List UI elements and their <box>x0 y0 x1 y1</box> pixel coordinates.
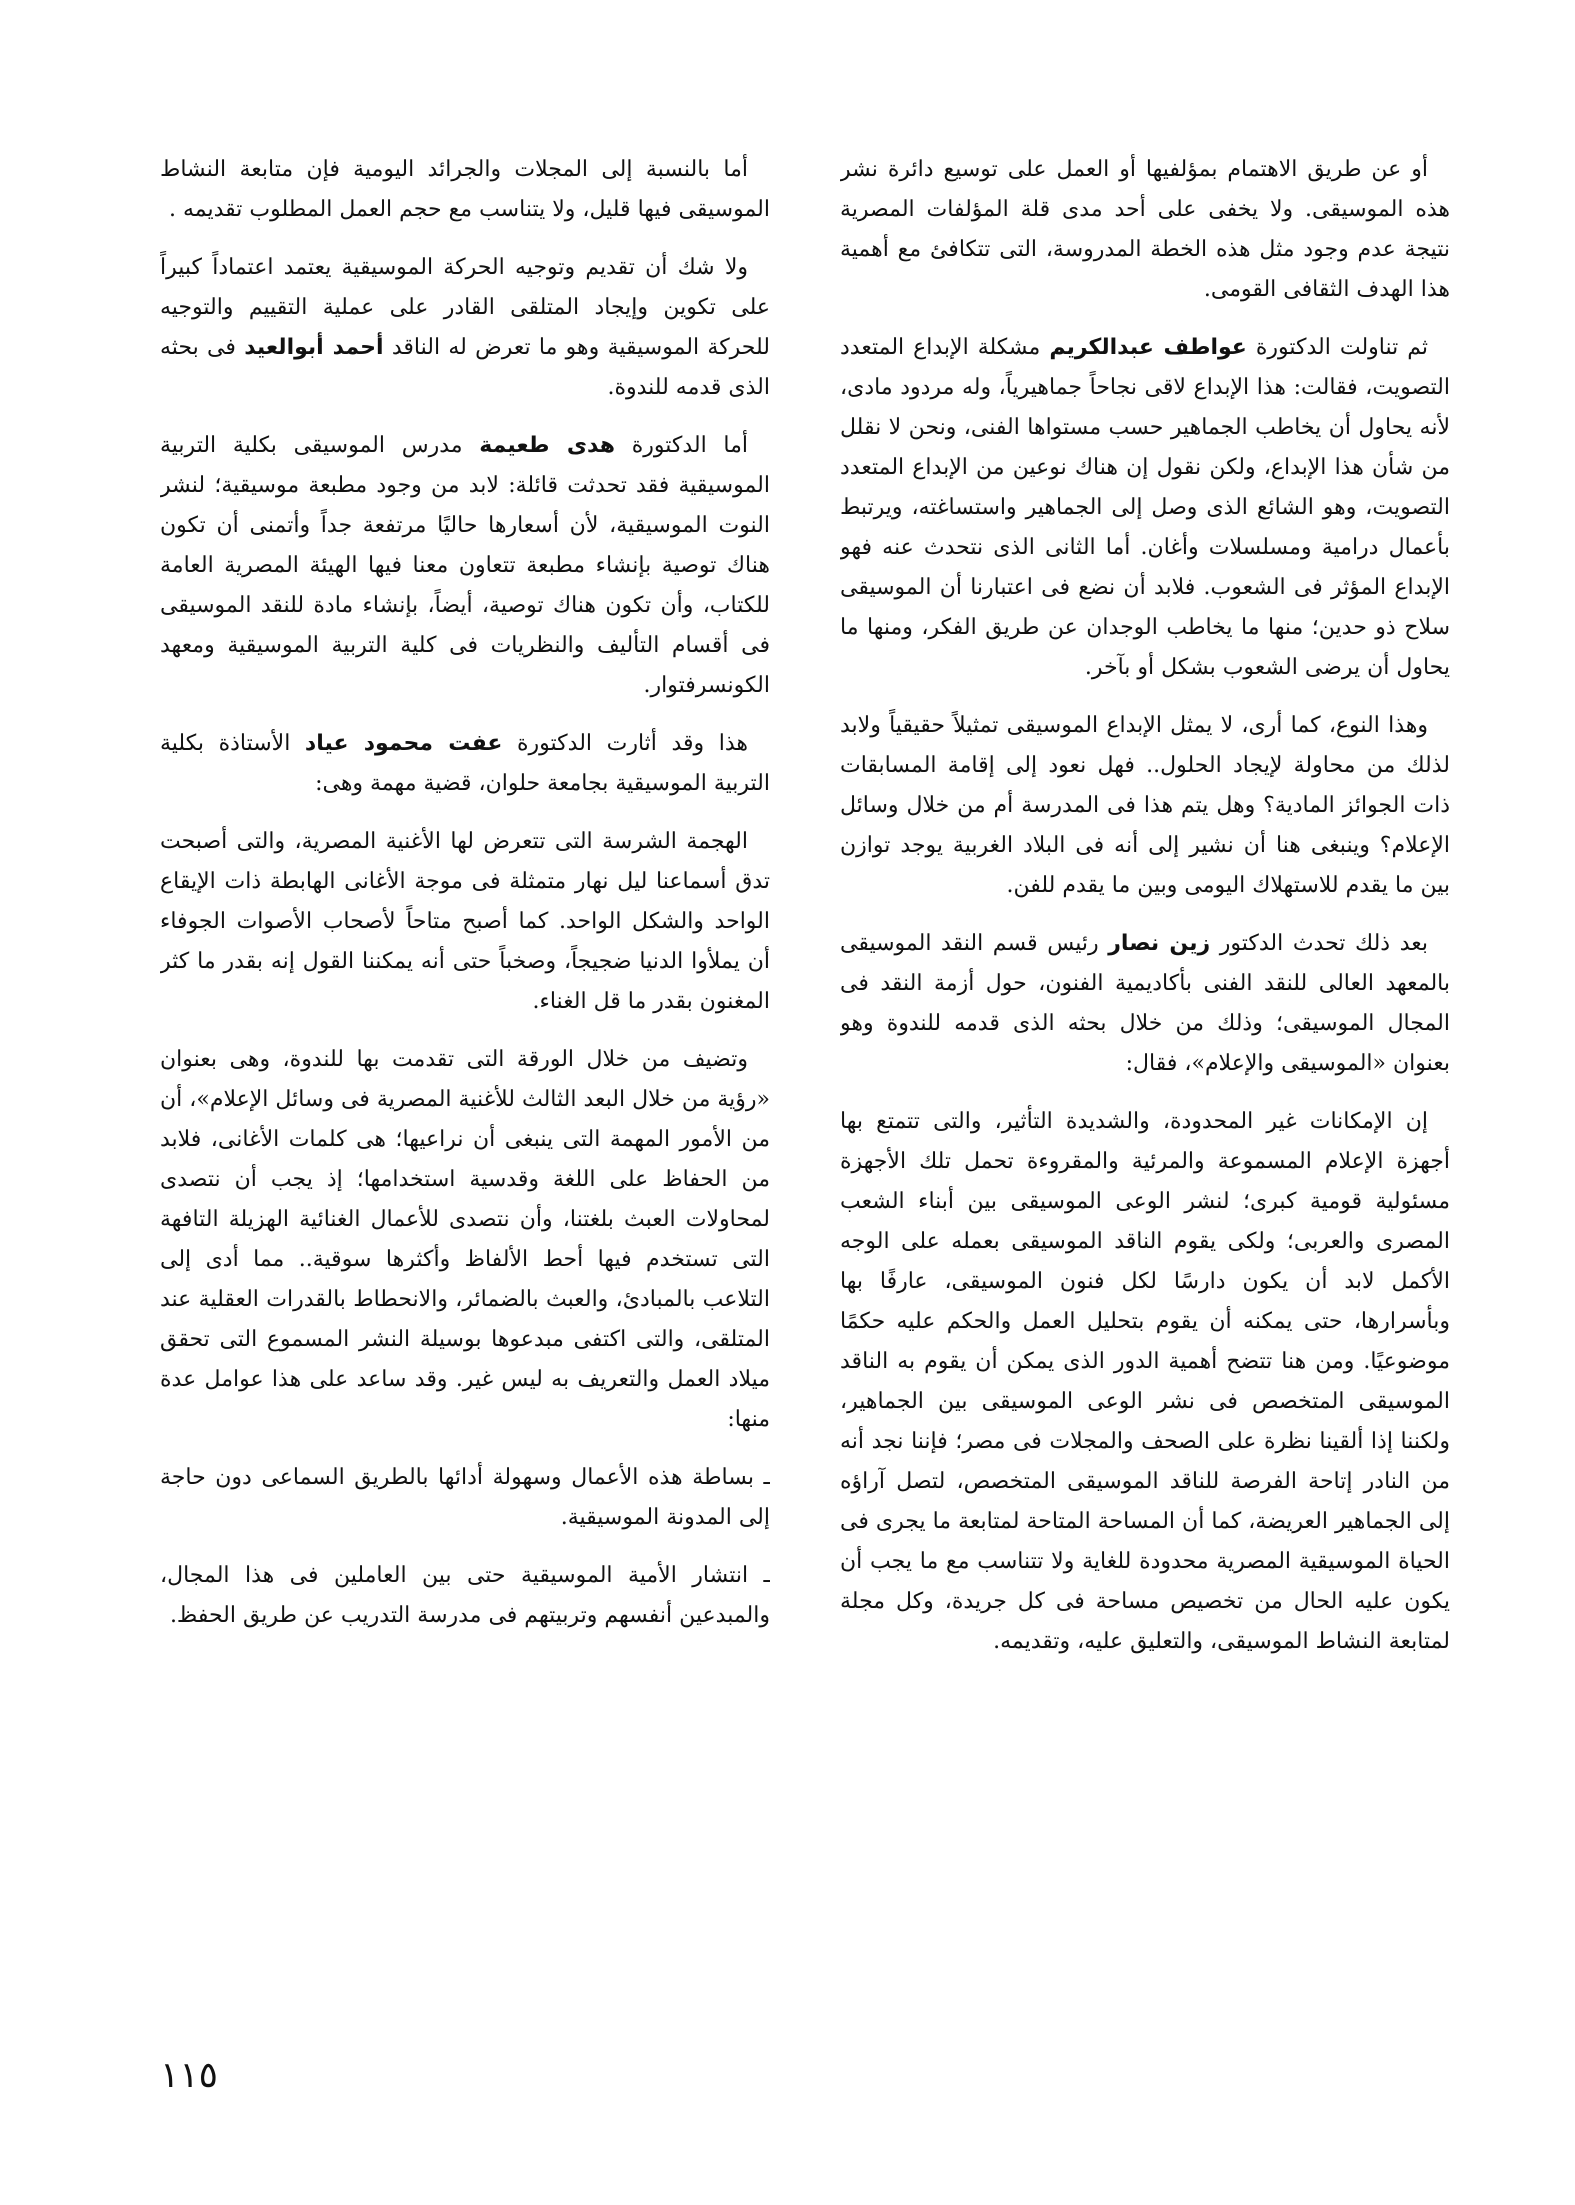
left-column <box>160 150 770 2010</box>
page-number: ١١٥ <box>160 2055 219 2096</box>
list-item: ـ انتشار الأمية الموسيقية حتى بين العاملين فى هذا المجال، والمبدعين أنفسهم وتربيتهم فى مدرسة التدريب عن طريق الحفظ. <box>160 1563 770 1628</box>
paragraph <box>160 724 770 804</box>
paragraph-text: رئيس قسم النقد الموسيقى بالمعهد العالى للنقد الفنى بأكاديمية الفنون، حول أزمة النقد فى المجال الموسيقى؛ وذلك من خلال بحثه الذى قدمه للندوة وهو بعنوان «الموسيقى والإعلام»، فقال: <box>840 931 1450 1076</box>
person-name: هدى طعيمة <box>479 433 615 458</box>
paragraph: أما بالنسبة إلى المجلات والجرائد اليومية فإن متابعة النشاط الموسيقى فيها قليل، ولا يتناسب مع حجم العمل المطلوب تقديمه . <box>160 157 770 222</box>
paragraph-text: هذا وقد أثارت الدكتورة <box>517 731 748 756</box>
paragraph <box>840 328 1450 688</box>
paragraph-text: فى بحثه الذى قدمه للندوة. <box>160 335 770 400</box>
paragraph-text: الأستاذة بكلية التربية الموسيقية بجامعة حلوان، قضية مهمة وهى: <box>160 731 770 796</box>
paragraph <box>840 924 1450 1084</box>
paragraph: الهجمة الشرسة التى تتعرض لها الأغنية المصرية، والتى أصبحت تدق أسماعنا ليل نهار متمثلة فى موجة الأغانى الهابطة ذات الإيقاع الواحد والشكل الواحد. كما أصبح متاحاً لأصحاب الأصوات الجوفاء أن يملأوا الدنيا ضجيجاً، وصخباً حتى أنه يمكننا القول إنه بقدر ما كثر المغنون بقدر ما قل الغناء. <box>160 829 770 1014</box>
paragraph: وهذا النوع، كما أرى، لا يمثل الإبداع الموسيقى تمثيلاً حقيقياً ولابد لذلك من محاولة لإيجاد الحلول.. فهل نعود إلى إقامة المسابقات ذات الجوائز المادية؟ وهل يتم هذا فى المدرسة أم من خلال وسائل الإعلام؟ وينبغى هنا أن نشير إلى أنه فى البلاد الغربية يوجد توازن بين ما يقدم للاستهلاك اليومى وبين ما يقدم للفن. <box>840 713 1450 898</box>
list-item: ـ بساطة هذه الأعمال وسهولة أدائها بالطريق السماعى دون حاجة إلى المدونة الموسيقية. <box>160 1465 770 1530</box>
paragraph: إن الإمكانات غير المحدودة، والشديدة التأثير، والتى تتمتع بها أجهزة الإعلام المسموعة والمرئية والمقروءة تحمل تلك الأجهزة مسئولية قومية كبرى؛ لنشر الوعى الموسيقى بين أبناء الشعب المصرى والعربى؛ ولكى يقوم الناقد الموسيقى بعمله على الوجه الأكمل لابد أن يكون دارسًا لكل فنون الموسيقى، عارفًا بها وبأسرارها، حتى يمكنه أن يقوم بتحليل العمل والحكم عليه حكمًا موضوعيًا. ومن هنا تتضح أهمية الدور الذى يمكن أن يقوم به الناقد الموسيقى المتخصص فى نشر الوعى الموسيقى بين الجماهير، ولكننا إذا ألقينا نظرة على الصحف والمجلات فى مصر؛ فإننا نجد أنه من النادر إتاحة الفرصة للناقد الموسيقى المتخصص، لتصل آراؤه إلى الجماهير العريضة، كما أن المساحة المتاحة لمتابعة ما يجرى فى الحياة الموسيقية المصرية محدودة للغاية ولا تتناسب مع ما يجب أن يكون عليه الحال من تخصيص مساحة فى كل جريدة، وكل مجلة لمتابعة النشاط الموسيقى، والتعليق عليه، وتقديمه. <box>840 1109 1450 1654</box>
paragraph-text: مدرس الموسيقى بكلية التربية الموسيقية فقد تحدثت قائلة: لابد من وجود مطبعة موسيقية؛ لنشر النوت الموسيقية، لأن أسعارها حاليًا مرتفعة جداً وأتمنى أن تكون هناك توصية بإنشاء مطبعة تتعاون معنا فيها الهيئة المصرية العامة للكتاب، وأن تكون هناك توصية، أيضاً، بإنشاء مادة للنقد الموسيقى فى أقسام التأليف والنظريات فى كلية التربية الموسيقية ومعهد الكونسرفتوار. <box>160 433 770 698</box>
person-name: عفت محمود عياد <box>304 731 503 756</box>
person-name: زين نصار <box>1108 931 1211 956</box>
person-name: أحمد أبوالعيد <box>244 335 384 360</box>
person-name: عواطف عبدالكريم <box>1049 335 1247 360</box>
paragraph-text: بعد ذلك تحدث الدكتور <box>1219 931 1428 956</box>
paragraph: أو عن طريق الاهتمام بمؤلفيها أو العمل على توسيع دائرة نشر هذه الموسيقى. ولا يخفى على أحد مدى قلة المؤلفات المصرية نتيجة عدم وجود مثل هذه الخطة المدروسة، التى تتكافئ مع أهمية هذا الهدف الثقافى القومى. <box>840 157 1450 302</box>
paragraph-text: أما الدكتورة <box>631 433 748 458</box>
paragraph-text: ولا شك أن تقديم وتوجيه الحركة الموسيقية يعتمد اعتماداً كبيراً على تكوين وإيجاد المتلقى القادر على عملية التقييم والتوجيه للحركة الموسيقية وهو ما تعرض له الناقد <box>160 255 770 360</box>
paragraph <box>160 426 770 706</box>
paragraph: وتضيف من خلال الورقة التى تقدمت بها للندوة، وهى بعنوان «رؤية من خلال البعد الثالث للأغنية المصرية فى وسائل الإعلام»، أن من الأمور المهمة التى ينبغى أن نراعيها؛ هى كلمات الأغانى، فلابد من الحفاظ على اللغة وقدسية استخدامها؛ إذ يجب أن نتصدى لمحاولات العبث بلغتنا، وأن نتصدى للأعمال الغنائية الهزيلة التافهة التى تستخدم فيها أحط الألفاظ وأكثرها سوقية.. مما أدى إلى التلاعب بالمبادئ، والعبث بالضمائر، والانحطاط بالقدرات العقلية عند المتلقى، والتى اكتفى مبدعوها بوسيلة النشر المسموع التى تحقق ميلاد العمل والتعريف به ليس غير. وقد ساعد على هذا عوامل عدة منها: <box>160 1047 770 1432</box>
paragraph-text: ثم تناولت الدكتورة <box>1255 335 1428 360</box>
paragraph <box>160 248 770 408</box>
right-column <box>840 150 1450 2010</box>
paragraph-text: مشكلة الإبداع المتعدد التصويت، فقالت: هذا الإبداع لاقى نجاحاً جماهيرياً، وله مردود مادى، لأنه يحاول أن يخاطب الجماهير حسب مستواها الفنى، ونحن لا نقلل من شأن هذا الإبداع، ولكن نقول إن هناك نوعين من الإبداع المتعدد التصويت، وهو الشائع الذى وصل إلى الجماهير واستساغته، ويرتبط بأعمال درامية ومسلسلات وأغان. أما الثانى الذى نتحدث عنه فهو الإبداع المؤثر فى الشعوب. فلابد أن نضع فى اعتبارنا أن الموسيقى سلاح ذو حدين؛ منها ما يخاطب الوجدان عن طريق الفكر، ومنها ما يحاول أن يرضى الشعوب بشكل أو بآخر. <box>840 335 1450 680</box>
